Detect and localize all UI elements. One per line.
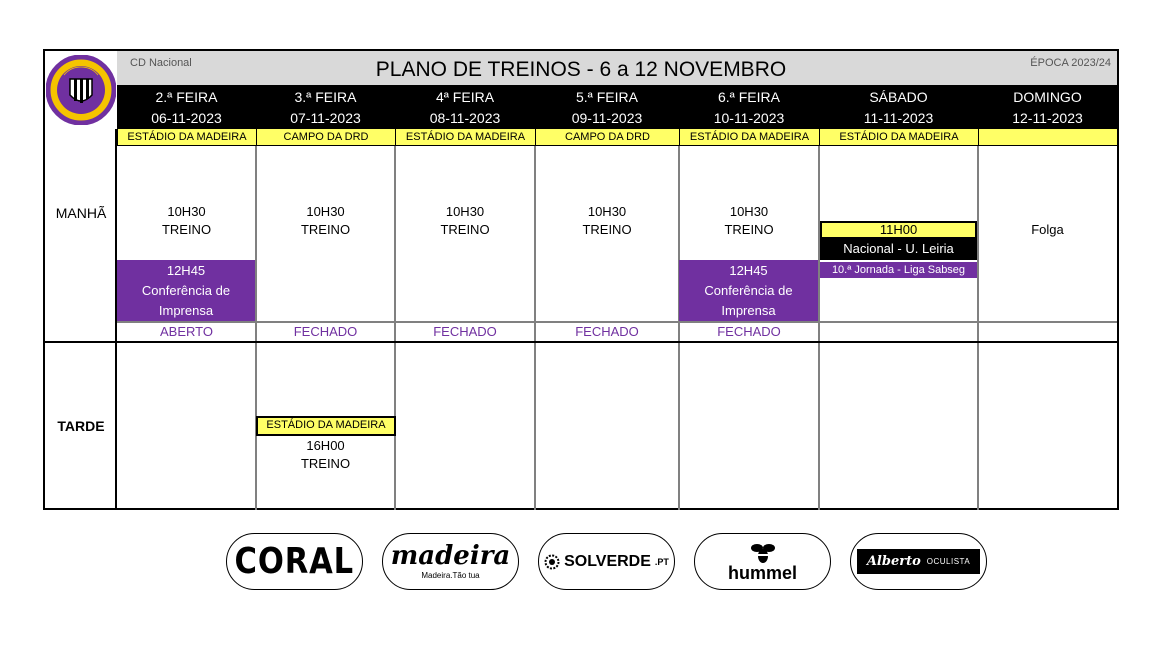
grid-line xyxy=(45,341,1117,343)
day-header-sunday xyxy=(978,85,1117,129)
press-conference-monday xyxy=(117,260,255,321)
day-date: 11-11-2023 xyxy=(863,110,934,126)
session-activity: Folga xyxy=(1031,222,1064,237)
sponsor-coral xyxy=(226,533,363,590)
sponsor-solverde xyxy=(538,533,675,590)
day-date: 09-11-2023 xyxy=(571,110,643,126)
day-header-friday xyxy=(679,85,819,129)
session-activity: TREINO xyxy=(724,222,774,237)
day-name: 3.ª FEIRA xyxy=(294,89,357,105)
club-name: CD Nacional xyxy=(130,57,192,69)
session-activity: TREINO xyxy=(300,456,351,471)
solverde-suffix: .PT xyxy=(654,556,669,567)
venue-thursday: CAMPO DA DRD xyxy=(535,129,679,146)
morning-session-tuesday xyxy=(256,203,395,239)
status-wednesday: FECHADO xyxy=(433,324,497,339)
day-name: 6.ª FEIRA xyxy=(718,89,780,105)
venue-saturday: ESTÁDIO DA MADEIRA xyxy=(819,129,978,146)
venue-monday: ESTÁDIO DA MADEIRA xyxy=(117,129,256,146)
season-label: ÉPOCA 2023/24 xyxy=(1030,57,1111,69)
session-time: 10H30 xyxy=(729,204,769,219)
session-activity: TREINO xyxy=(582,222,632,237)
sponsor-madeira xyxy=(382,533,519,590)
day-date: 10-11-2023 xyxy=(713,110,785,126)
day-date: 12-11-2023 xyxy=(1012,110,1083,126)
match-competition: 10.ª Jornada - Liga Sabseg xyxy=(820,262,977,278)
session-time: 10H30 xyxy=(167,204,206,219)
day-header-monday xyxy=(117,85,256,129)
morning-session-wednesday xyxy=(395,203,535,239)
session-activity: TREINO xyxy=(161,222,212,237)
day-date: 07-11-2023 xyxy=(290,110,361,126)
status-friday: FECHADO xyxy=(717,324,781,339)
press-conference-friday xyxy=(679,260,818,321)
venue-sunday xyxy=(978,129,1117,146)
morning-session-monday xyxy=(117,203,256,239)
day-header-tuesday xyxy=(256,85,395,129)
day-header-thursday xyxy=(535,85,679,129)
coral-logo: CORAL xyxy=(234,541,355,582)
session-time: 16H00 xyxy=(306,438,345,453)
day-header-saturday xyxy=(819,85,978,129)
club-logo xyxy=(45,51,117,129)
venue-wednesday: ESTÁDIO DA MADEIRA xyxy=(395,129,535,146)
day-name: DOMINGO xyxy=(1013,89,1082,105)
grid-line xyxy=(977,146,979,510)
status-thursday: FECHADO xyxy=(575,324,639,339)
row-label-afternoon: TARDE xyxy=(57,418,105,434)
schedule-header xyxy=(45,51,1117,85)
status-tuesday: FECHADO xyxy=(293,324,358,339)
solverde-logo xyxy=(544,553,669,571)
sponsor-alberto-oculista xyxy=(850,533,987,590)
session-time: 10H30 xyxy=(445,204,485,219)
day-header-wednesday xyxy=(395,85,535,129)
row-label-morning: MANHÃ xyxy=(55,205,107,221)
afternoon-venue-tuesday: ESTÁDIO DA MADEIRA xyxy=(256,416,396,436)
session-time: 10H30 xyxy=(587,204,627,219)
match-time: 11H00 xyxy=(820,221,977,239)
press-label: Conferência de Imprensa xyxy=(704,283,793,318)
session-activity: TREINO xyxy=(440,222,490,237)
day-date: 08-11-2023 xyxy=(429,110,501,126)
venue-tuesday: CAMPO DA DRD xyxy=(256,129,395,146)
alberto-oculista-logo xyxy=(857,549,980,574)
solverde-sun-icon xyxy=(544,554,560,570)
sponsor-hummel xyxy=(694,533,831,590)
venue-friday: ESTÁDIO DA MADEIRA xyxy=(679,129,819,146)
club-crest-icon xyxy=(46,55,116,125)
session-time: 10H30 xyxy=(306,204,345,219)
day-name: 2.ª FEIRA xyxy=(155,89,218,105)
status-monday: ABERTO xyxy=(160,324,213,339)
press-time: 12H45 xyxy=(729,263,768,278)
solverde-name: SOLVERDE xyxy=(564,552,651,570)
afternoon-session-tuesday xyxy=(256,437,395,473)
morning-session-sunday xyxy=(978,221,1117,239)
morning-session-friday xyxy=(679,203,819,239)
day-date: 06-11-2023 xyxy=(151,110,222,126)
alberto-name: Alberto xyxy=(866,554,921,569)
hummel-bee-icon xyxy=(750,542,776,564)
madeira-tagline: Madeira.Tão tua xyxy=(421,571,480,580)
morning-session-thursday xyxy=(535,203,679,239)
alberto-sub: OCULISTA xyxy=(926,557,971,566)
day-name: 5.ª FEIRA xyxy=(576,89,638,105)
press-time: 12H45 xyxy=(166,263,206,278)
page-title: PLANO DE TREINOS - 6 a 12 NOVEMBRO xyxy=(375,58,787,81)
session-activity: TREINO xyxy=(300,222,351,237)
training-schedule xyxy=(43,49,1119,510)
press-label: Conferência de Imprensa xyxy=(141,283,231,318)
match-name: Nacional - U. Leiria xyxy=(820,239,977,260)
hummel-logo: hummel xyxy=(727,562,797,583)
day-name: SÁBADO xyxy=(869,89,928,105)
day-name: 4ª FEIRA xyxy=(435,89,495,105)
madeira-logo: madeira xyxy=(390,541,511,571)
